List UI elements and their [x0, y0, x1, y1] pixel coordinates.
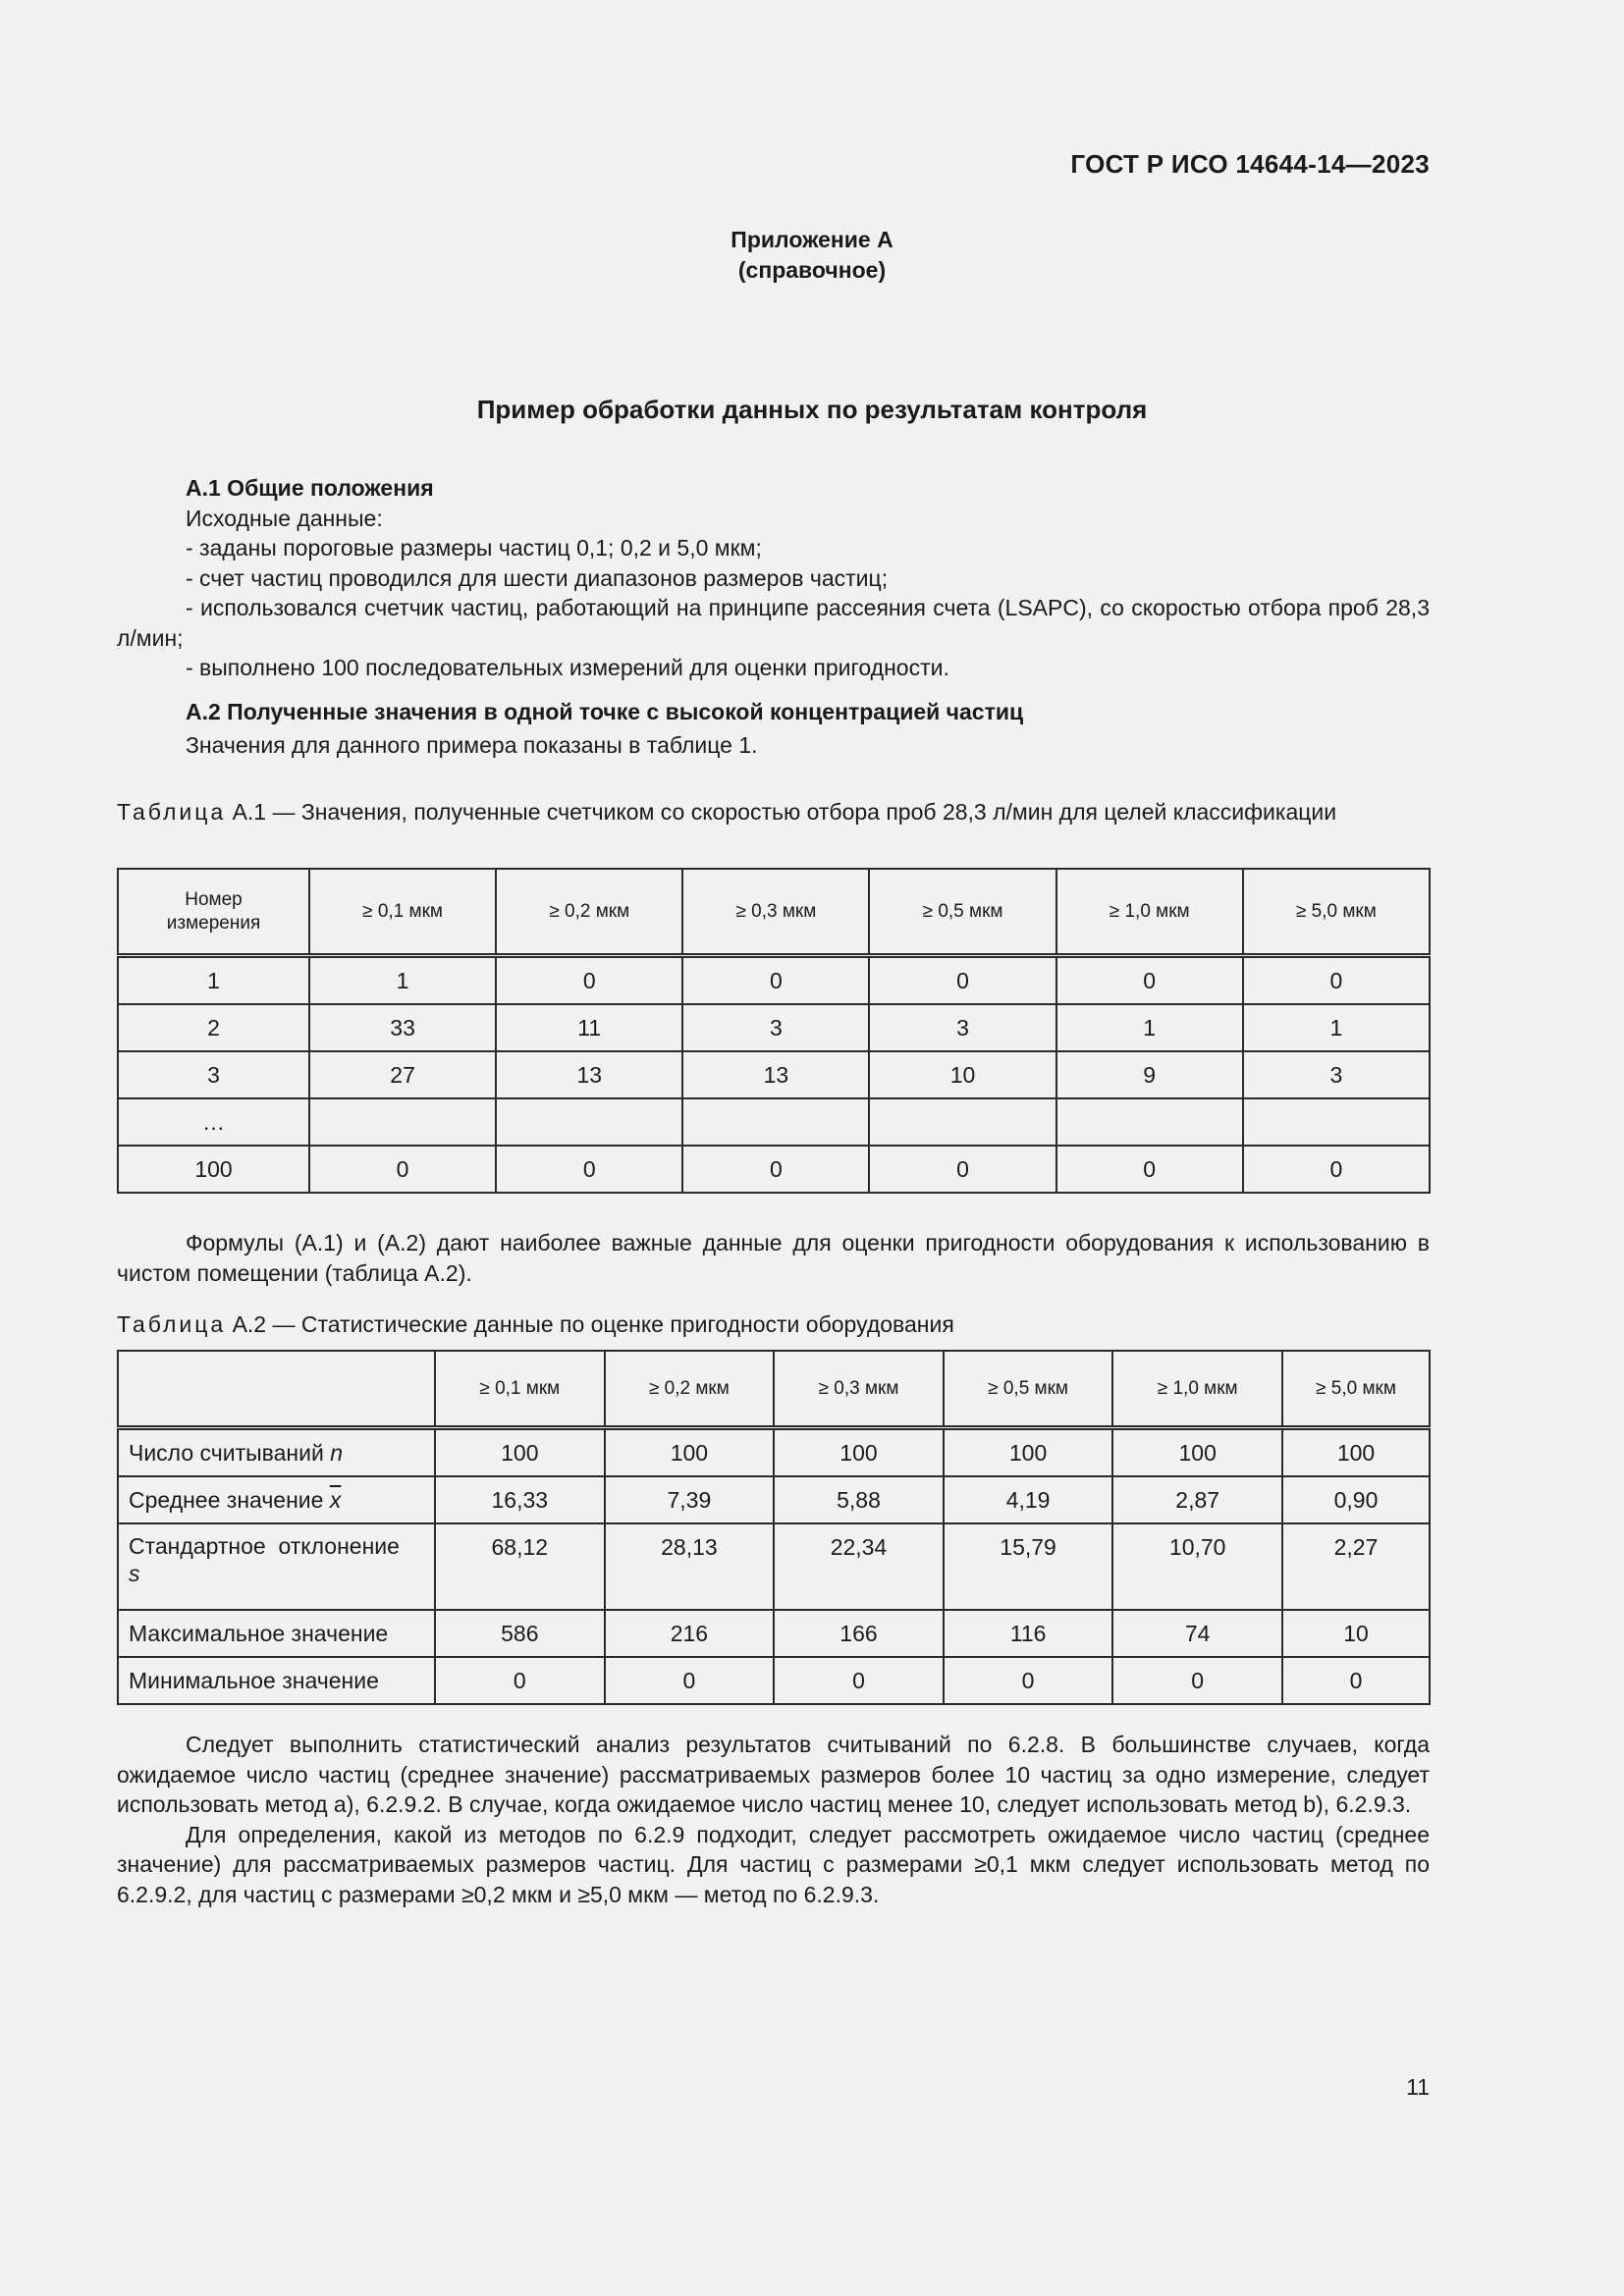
table-row: [118, 956, 1430, 1005]
section-a2-text: Значения для данного примера показаны в таблице 1.: [186, 732, 758, 758]
table-cell: 100: [774, 1428, 944, 1477]
table-cell: 3: [1243, 1051, 1430, 1098]
table2-caption: [117, 1309, 1430, 1340]
table-cell: 0: [496, 956, 682, 1005]
table1-header-number-line1: Номер: [185, 888, 243, 910]
section-a2-heading: А.2 Полученные значения в одной точке с высокой концентрацией частиц: [186, 698, 1024, 724]
table-cell: 0: [1056, 1146, 1243, 1193]
table-cell: 0,90: [1282, 1476, 1430, 1523]
table-cell: 2,87: [1112, 1476, 1282, 1523]
table-row: [118, 1476, 1430, 1523]
table1-column-header: ≥ 5,0 мкм: [1243, 869, 1430, 956]
section-a1-heading: А.1 Общие положения: [186, 475, 434, 501]
table-cell: 9: [1056, 1051, 1243, 1098]
table2-column-header: ≥ 5,0 мкм: [1282, 1351, 1430, 1428]
table-cell: 586: [435, 1610, 605, 1657]
table-cell: 3: [682, 1004, 869, 1051]
table2-column-header: ≥ 0,3 мкм: [774, 1351, 944, 1428]
table-cell: …: [118, 1098, 309, 1146]
row-label: Число считываний n: [118, 1428, 435, 1477]
table-cell: [1243, 1098, 1430, 1146]
table1-column-header: ≥ 1,0 мкм: [1056, 869, 1243, 956]
table-cell: 1: [1056, 1004, 1243, 1051]
table-a1: [117, 868, 1431, 1194]
row-label: Среднее значение $\overline{x}$: [118, 1476, 435, 1523]
table-cell: 116: [944, 1610, 1113, 1657]
table-cell: 13: [496, 1051, 682, 1098]
table-cell: 100: [944, 1428, 1113, 1477]
list-item: - использовался счетчик частиц, работающий на принципе рассеяния счета (LSAPC), со скоростью отбора проб 28,3 л/мин;: [117, 595, 1430, 651]
table-cell: 0: [869, 956, 1056, 1005]
table-a2: [117, 1350, 1431, 1705]
table-row: [118, 1657, 1430, 1704]
table-cell: 13: [682, 1051, 869, 1098]
list-item: - заданы пороговые размеры частиц 0,1; 0,2 и 5,0 мкм;: [186, 535, 762, 561]
table-cell: [496, 1098, 682, 1146]
table1-header-number-line2: измерения: [166, 912, 261, 934]
table-cell: 0: [944, 1657, 1113, 1704]
row-label: Стандартное отклонение s: [118, 1523, 435, 1610]
table1-header-number: [118, 869, 309, 956]
table-cell: 100: [605, 1428, 775, 1477]
table-cell: 5,88: [774, 1476, 944, 1523]
symbol-s: s: [129, 1561, 140, 1586]
table-cell: 0: [682, 956, 869, 1005]
table-cell: 15,79: [944, 1523, 1113, 1610]
table2-column-header: ≥ 0,1 мкм: [435, 1351, 605, 1428]
table-cell: 11: [496, 1004, 682, 1051]
table1-column-header: ≥ 0,3 мкм: [682, 869, 869, 956]
formula-paragraph: Формулы (А.1) и (А.2) дают наиболее важные данные для оценки пригодности оборудования к использованию в чистом помещении (таблица А.2).: [117, 1230, 1430, 1286]
table-row: [118, 1051, 1430, 1098]
table-row: [118, 1098, 1430, 1146]
table-cell: 0: [496, 1146, 682, 1193]
table-cell: 1: [309, 956, 496, 1005]
table2-caption-prefix: Таблица: [117, 1311, 227, 1337]
table-row: [118, 1523, 1430, 1610]
list-item: - счет частиц проводился для шести диапазонов размеров частиц;: [186, 564, 889, 591]
table1-column-header: ≥ 0,2 мкм: [496, 869, 682, 956]
table-cell: 2,27: [1282, 1523, 1430, 1610]
appendix-heading: [0, 225, 1624, 286]
table-cell: 0: [435, 1657, 605, 1704]
table2-column-header: ≥ 1,0 мкм: [1112, 1351, 1282, 1428]
main-title: Пример обработки данных по результатам контроля: [476, 395, 1148, 424]
table1-caption-text: А.1 — Значения, полученные счетчиком со скоростью отбора проб 28,3 л/мин для целей классификации: [226, 799, 1337, 825]
symbol-n: n: [330, 1439, 344, 1466]
table-row: [118, 1146, 1430, 1193]
table-cell: 3: [118, 1051, 309, 1098]
appendix-title: Приложение А: [731, 227, 893, 252]
table-cell: 166: [774, 1610, 944, 1657]
table-cell: 100: [435, 1428, 605, 1477]
list-item: - выполнено 100 последовательных измерений для оценки пригодности.: [186, 655, 949, 680]
table-cell: 68,12: [435, 1523, 605, 1610]
section-a1-intro: Исходные данные:: [186, 505, 383, 531]
row-label: Минимальное значение: [118, 1657, 435, 1704]
table-cell: [869, 1098, 1056, 1146]
formula-paragraph-block: [117, 1228, 1430, 1288]
table-row: [118, 1004, 1430, 1051]
table-cell: 16,33: [435, 1476, 605, 1523]
table-cell: 0: [869, 1146, 1056, 1193]
table-cell: 7,39: [605, 1476, 775, 1523]
table-cell: 0: [605, 1657, 775, 1704]
table-cell: 4,19: [944, 1476, 1113, 1523]
table2-caption-text: А.2 — Статистические данные по оценке пригодности оборудования: [226, 1311, 954, 1337]
table-cell: 100: [118, 1146, 309, 1193]
table-cell: 100: [1112, 1428, 1282, 1477]
intro-block: [117, 473, 1430, 761]
table-cell: 0: [1056, 956, 1243, 1005]
table-cell: 28,13: [605, 1523, 775, 1610]
table-cell: 0: [1112, 1657, 1282, 1704]
table-cell: 2: [118, 1004, 309, 1051]
table-cell: 10,70: [1112, 1523, 1282, 1610]
table2-empty-header: [118, 1351, 435, 1428]
table-cell: 3: [869, 1004, 1056, 1051]
table-cell: 33: [309, 1004, 496, 1051]
table-cell: 74: [1112, 1610, 1282, 1657]
table1-column-header: ≥ 0,5 мкм: [869, 869, 1056, 956]
appendix-subtitle: (справочное): [737, 257, 887, 283]
table-row: [118, 1610, 1430, 1657]
table-cell: 10: [869, 1051, 1056, 1098]
table1-column-header: ≥ 0,1 мкм: [309, 869, 496, 956]
table-row: [118, 1428, 1430, 1477]
table-cell: [309, 1098, 496, 1146]
symbol-x-bar: $\overline{x}$: [329, 1486, 342, 1513]
paragraph: Следует выполнить статистический анализ результатов считываний по 6.2.8. В большинстве случаев, когда ожидаемое число частиц (среднее значение) рассматриваемых размеров более 10 частиц за одно измерение, следует использовать метод а), 6.2.9.2. В случае, когда ожидаемое число частиц менее 10, следует использовать метод b), 6.2.9.3.: [117, 1732, 1430, 1817]
table-cell: 27: [309, 1051, 496, 1098]
standard-code: ГОСТ Р ИСО 14644-14—2023: [1070, 149, 1430, 179]
table2-column-header: ≥ 0,2 мкм: [605, 1351, 775, 1428]
table-cell: 0: [774, 1657, 944, 1704]
table1-caption: [117, 797, 1430, 828]
table-cell: 1: [1243, 1004, 1430, 1051]
table-cell: 100: [1282, 1428, 1430, 1477]
table2-column-header: ≥ 0,5 мкм: [944, 1351, 1113, 1428]
table-cell: 1: [118, 956, 309, 1005]
row-label: Максимальное значение: [118, 1610, 435, 1657]
table-cell: 0: [1243, 956, 1430, 1005]
table-cell: 216: [605, 1610, 775, 1657]
paragraph: Для определения, какой из методов по 6.2.9 подходит, следует рассмотреть ожидаемое число частиц (среднее значение) для рассматриваемых размеров частиц. Для частиц с размерами ≥0,1 мкм следует использовать метод по 6.2.9.2, для частиц с размерами ≥0,2 мкм и ≥5,0 мкм — метод по 6.2.9.3.: [117, 1821, 1430, 1907]
table1-caption-prefix: Таблица: [117, 799, 227, 825]
table-cell: 0: [1282, 1657, 1430, 1704]
closing-paragraphs: [117, 1730, 1430, 1909]
table-cell: [1056, 1098, 1243, 1146]
table-cell: 0: [309, 1146, 496, 1193]
page-number: 11: [1406, 2074, 1430, 2100]
table-cell: 22,34: [774, 1523, 944, 1610]
table-cell: 0: [1243, 1146, 1430, 1193]
table-cell: 0: [682, 1146, 869, 1193]
table-cell: 10: [1282, 1610, 1430, 1657]
table-cell: [682, 1098, 869, 1146]
